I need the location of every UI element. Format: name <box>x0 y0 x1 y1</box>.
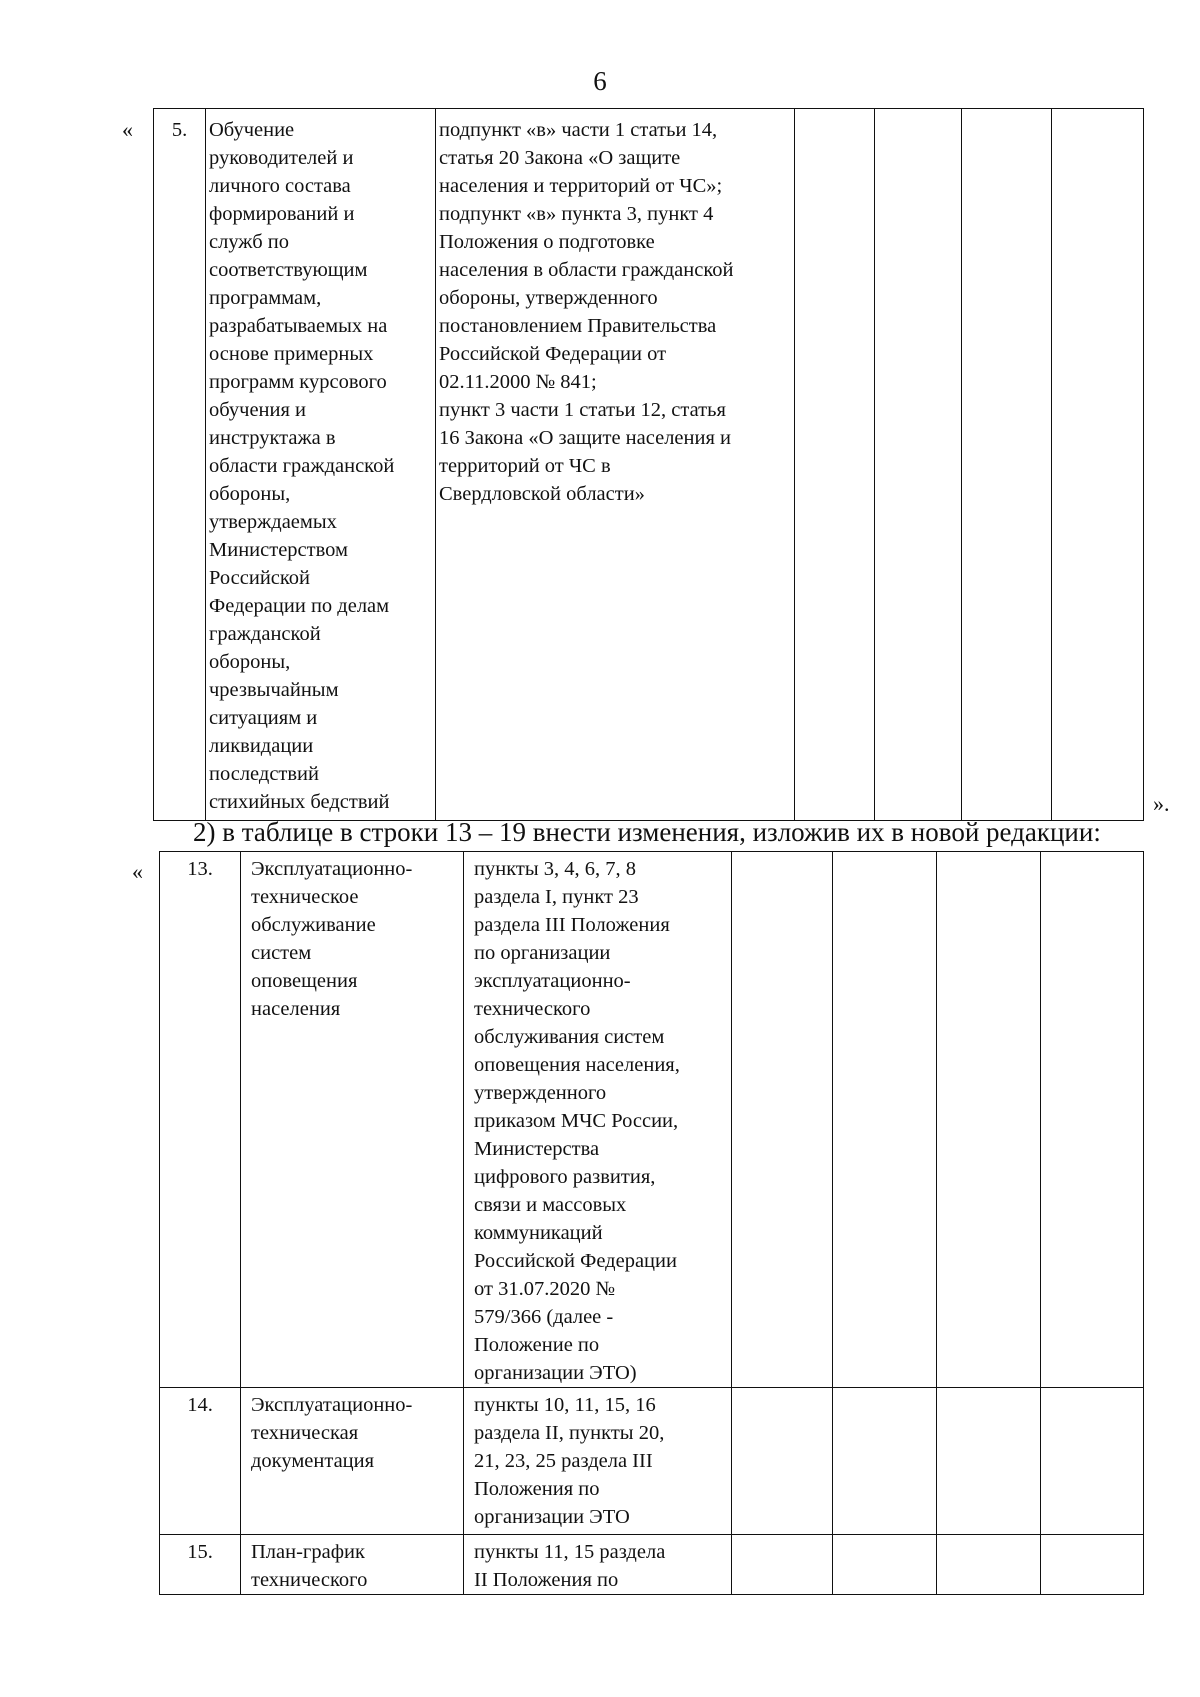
table-row <box>160 852 1144 1388</box>
closing-quote-1: ». <box>1153 791 1170 816</box>
item-name: Обучение руководителей и личного состава формирований и служб по соответствующим программам, разрабатываемых на основе примерных программ курсового обучения и инструктажа в области гражданской обороны, утверждаемых Министерством Российской Федерации по делам гражданской обороны, чрезвычайным ситуациям и ликвидации последствий стихийных бедствий <box>209 119 395 813</box>
row-number: 5. <box>171 119 188 141</box>
legal-reference-cell <box>464 1535 732 1595</box>
item-name-cell <box>241 852 464 1388</box>
table-fragment-1 <box>153 108 1144 821</box>
legal-reference-cell <box>464 852 732 1388</box>
legal-reference: пункты 11, 15 раздела II Положения по <box>474 1541 666 1591</box>
row-number: 14. <box>187 1394 213 1416</box>
empty-cell <box>833 1535 937 1595</box>
empty-cell <box>732 852 833 1388</box>
opening-quote-1: « <box>122 117 133 142</box>
legal-reference-cell <box>464 1388 732 1535</box>
empty-cell <box>732 1388 833 1535</box>
table-row <box>154 109 1144 821</box>
empty-cell <box>732 1535 833 1595</box>
opening-quote-2: « <box>132 859 143 884</box>
item-name-cell <box>241 1388 464 1535</box>
empty-cell <box>875 109 962 821</box>
item-name-cell <box>241 1535 464 1595</box>
empty-cell <box>1041 852 1144 1388</box>
empty-cell <box>833 1388 937 1535</box>
empty-cell <box>937 1535 1041 1595</box>
page-number: 6 <box>593 66 607 96</box>
empty-cell <box>937 852 1041 1388</box>
item-name-cell <box>206 109 436 821</box>
row-number: 15. <box>187 1541 213 1563</box>
empty-cell <box>1041 1535 1144 1595</box>
row-number: 13. <box>187 858 213 880</box>
table-fragment-2 <box>159 851 1144 1595</box>
empty-cell <box>937 1388 1041 1535</box>
item-name: Эксплуатационно- техническое обслуживание систем оповещения населения <box>251 858 413 1020</box>
empty-cell <box>962 109 1052 821</box>
row-number-cell <box>160 1535 241 1595</box>
item-name: Эксплуатационно- техническая документация <box>251 1394 413 1472</box>
table-row <box>160 1535 1144 1595</box>
empty-cell <box>1041 1388 1144 1535</box>
legal-reference: пункты 10, 11, 15, 16 раздела II, пункты 20, 21, 23, 25 раздела III Положения по организации ЭТО <box>474 1394 665 1528</box>
row-number-cell <box>160 1388 241 1535</box>
empty-cell <box>1052 109 1144 821</box>
amendment-text: 2) в таблице в строки 13 – 19 внести изменения, изложив их в новой редакции: <box>193 817 1101 847</box>
table-row <box>160 1388 1144 1535</box>
row-number-cell <box>154 109 206 821</box>
legal-reference: пункты 3, 4, 6, 7, 8 раздела I, пункт 23 раздела III Положения по организации эксплуатационно- технического обслуживания систем оповещения населения, утвержденного приказом МЧС России, Министерства цифрового развития, связи и массовых коммуникаций Российской Федерации от 31.07.2020 № 579/366 (далее - Положение по организации ЭТО) <box>474 858 680 1384</box>
legal-reference: подпункт «в» части 1 статьи 14, статья 20 Закона «О защите населения и территорий от ЧС»; подпункт «в» пункта 3, пункт 4 Положения о подготовке населения в области гражданской обороны, утвержденного постановлением Правительства Российской Федерации от 02.11.2000 № 841; пункт 3 части 1 статьи 12, статья 16 Закона «О защите населения и территорий от ЧС в Свердловской области» <box>439 119 734 505</box>
item-name: План-график технического <box>251 1541 368 1591</box>
legal-reference-cell <box>436 109 795 821</box>
empty-cell <box>833 852 937 1388</box>
row-number-cell <box>160 852 241 1388</box>
empty-cell <box>795 109 875 821</box>
